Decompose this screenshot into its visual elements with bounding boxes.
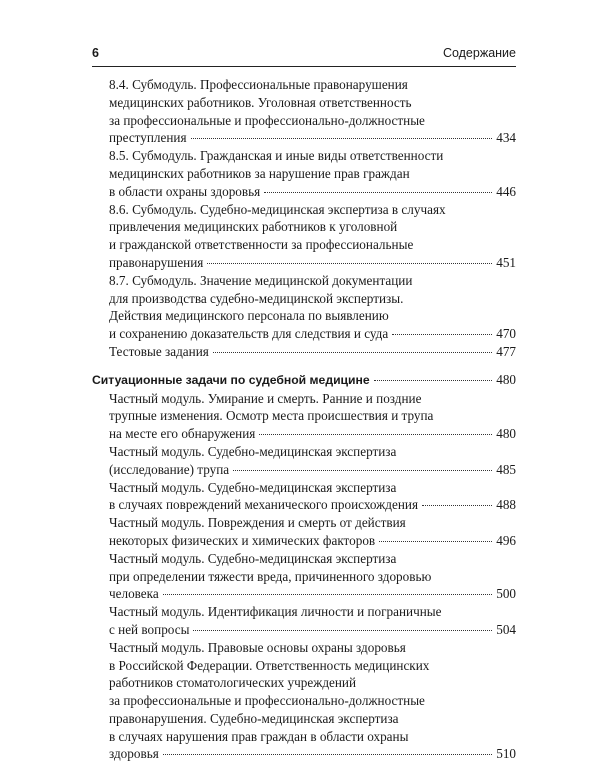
toc-entry-line: работников стоматологических учреждений: [109, 675, 357, 691]
toc-entry[interactable]: [92, 603, 516, 639]
toc-entry[interactable]: [92, 514, 516, 550]
toc-entry-line: в случаях нарушения прав граждан в области охраны: [109, 728, 409, 744]
dot-leader: [191, 138, 493, 139]
toc-entry-line: Частный модуль. Идентификация личности и пограничные: [109, 604, 442, 620]
toc-entry[interactable]: [92, 639, 516, 763]
page-ref: 504: [496, 621, 516, 637]
toc-entry-line: и гражданской ответственности за профессиональные: [109, 237, 414, 253]
dot-leader: [207, 263, 492, 264]
dot-leader: [163, 754, 492, 755]
dot-leader: [163, 594, 492, 595]
toc-entry-line: привлечения медицинских работников к уголовной: [109, 219, 398, 235]
dot-leader: [233, 470, 492, 471]
toc-entry[interactable]: [92, 390, 516, 443]
toc-entry-line: Частный модуль. Правовые основы охраны здоровья: [109, 639, 406, 655]
toc-entry[interactable]: [92, 147, 516, 200]
toc-entry-line: на месте его обнаружения: [109, 426, 256, 442]
toc-entry-line: человека: [109, 586, 159, 602]
toc-entry-line: для производства судебно-медицинской экспертизы.: [109, 290, 404, 306]
toc-entry-line: Частный модуль. Судебно-медицинская экспертиза: [109, 550, 397, 566]
toc-entry-line: некоторых физических и химических факторов: [109, 532, 376, 548]
toc-entry-line: 8.6. Субмодуль. Судебно-медицинская экспертиза в случаях: [109, 201, 446, 217]
dot-leader: [213, 352, 492, 353]
page-ref: 488: [496, 497, 516, 513]
toc-entry[interactable]: [92, 443, 516, 479]
page-ref: 480: [496, 371, 516, 387]
toc-entry-line: за профессиональные и профессионально-должностные: [109, 112, 425, 128]
dot-leader: [264, 192, 492, 193]
toc-entry-line: 8.5. Субмодуль. Гражданская и иные виды ответственности: [109, 148, 444, 164]
toc-entry-line: медицинских работников. Уголовная ответственность: [109, 94, 412, 110]
toc-entry[interactable]: [92, 272, 516, 343]
toc-entry[interactable]: [92, 76, 516, 147]
dot-leader: [392, 334, 492, 335]
page-ref: 477: [496, 343, 516, 359]
toc-entry-line: Частный модуль. Умирание и смерть. Ранние и поздние: [109, 390, 422, 406]
toc-entry-line: в случаях повреждений механического происхождения: [109, 497, 419, 513]
page-ref: 451: [496, 254, 516, 270]
toc-entry-line: 8.4. Субмодуль. Профессиональные правонарушения: [109, 77, 408, 92]
toc-entry-line: при определении тяжести вреда, причиненного здоровью: [109, 568, 432, 584]
page-ref: 434: [496, 130, 516, 146]
toc-entry[interactable]: [92, 550, 516, 603]
toc-entry-line: с ней вопросы: [109, 621, 190, 637]
toc-entry-line: в Российской Федерации. Ответственность медицинских: [109, 657, 430, 673]
page-ref: 485: [496, 461, 516, 477]
page-number: 6: [92, 46, 99, 60]
toc-group-heading[interactable]: [92, 371, 516, 390]
toc-entry-line: медицинских работников за нарушение прав граждан: [109, 165, 410, 181]
toc-entry-line: Тестовые задания: [109, 343, 209, 359]
toc-entry-line: Частный модуль. Судебно-медицинская экспертиза: [109, 443, 397, 459]
toc-entry-line: правонарушения. Судебно-медицинская экспертиза: [109, 710, 399, 726]
page-ref: 496: [496, 532, 516, 548]
dot-leader: [374, 380, 493, 381]
page-ref: 510: [496, 746, 516, 762]
toc-entry-line: здоровья: [109, 746, 159, 762]
group-title: Ситуационные задачи по судебной медицине: [92, 372, 370, 387]
toc-entry[interactable]: [92, 479, 516, 515]
toc-entry[interactable]: [92, 343, 516, 361]
section-title: Содержание: [442, 46, 516, 60]
toc-entry-line: (исследование) трупа: [109, 461, 230, 477]
toc-entry-line: Действия медицинского персонала по выявлению: [109, 308, 389, 324]
page-ref: 446: [496, 183, 516, 199]
toc-entry-line: 8.7. Субмодуль. Значение медицинской документации: [109, 272, 413, 288]
dot-leader: [379, 541, 492, 542]
toc-entry-line: Частный модуль. Судебно-медицинская экспертиза: [109, 479, 397, 495]
page-ref: 500: [496, 586, 516, 602]
toc-entry-line: за профессиональные и профессионально-должностные: [109, 693, 425, 709]
toc-entry-line: и сохранению доказательств для следствия и суда: [109, 326, 389, 342]
toc-entry-line: преступления: [109, 130, 187, 146]
running-header: [92, 44, 516, 67]
dot-leader: [259, 434, 492, 435]
toc-entry-line: правонарушения: [109, 254, 204, 270]
toc-entry-line: Частный модуль. Повреждения и смерть от действия: [109, 515, 406, 531]
toc-entry-line: в области охраны здоровья: [109, 183, 261, 199]
dot-leader: [422, 505, 492, 506]
page-ref: 470: [496, 326, 516, 342]
page-ref: 480: [496, 426, 516, 442]
toc-entry-line: трупные изменения. Осмотр места происшествия и трупа: [109, 408, 434, 424]
toc-entry[interactable]: [92, 201, 516, 272]
dot-leader: [193, 630, 492, 631]
table-of-contents: [92, 76, 516, 763]
